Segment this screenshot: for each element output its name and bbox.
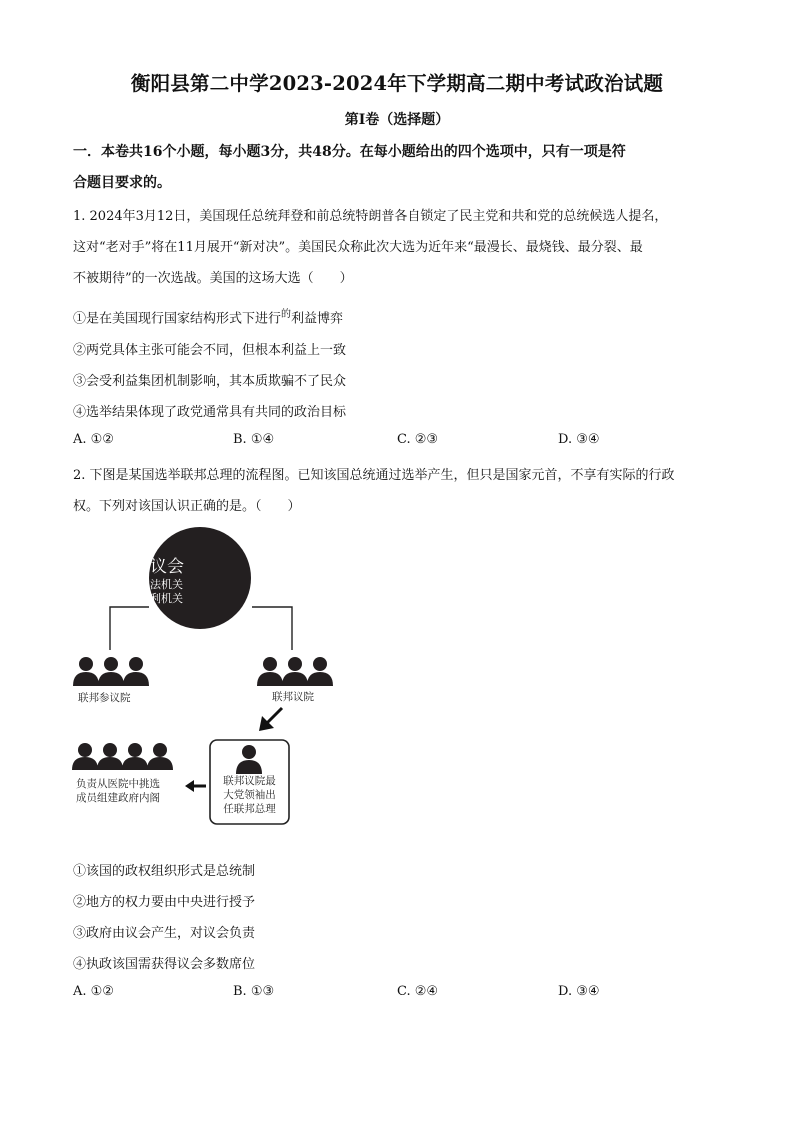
chancellor-box-line2: 大党领袖出 — [223, 789, 276, 801]
exam-title: 衡阳县第二中学2023-2024年下学期高二期中考试政治试题 — [130, 72, 664, 95]
arrow-left-icon — [185, 780, 206, 792]
q1-option-d[interactable]: D. ③④ — [558, 432, 600, 447]
q2-option-a[interactable]: A. ①② — [73, 984, 114, 999]
senate-label: 联邦参议院 — [78, 692, 131, 704]
q1-statement-2: ②两党具体主张可能会不同，但根本利益上一致 — [73, 343, 347, 358]
connector-left — [110, 607, 149, 650]
circle-title: 联邦议会 — [116, 557, 184, 577]
q1-option-a[interactable]: A. ①② — [73, 432, 114, 447]
cabinet-label-2: 成员组建政府内阁 — [76, 792, 160, 804]
q2-statement-2: ②地方的权力要由中央进行授予 — [73, 895, 256, 910]
q1-stem-line2: 这对“老对手”将在11月展开“新对决”。美国民众称此次大选为近年来“最漫长、最烧钱、最分裂、最 — [73, 240, 643, 255]
q1-statement-4: ④选举结果体现了政党通常具有共同的政治目标 — [73, 405, 347, 420]
connector-right — [252, 607, 292, 650]
q1-stem-line1: 1. 2024年3月12日，美国现任总统拜登和前总统特朗普各自锁定了民主党和共和党的总统候选人提名， — [73, 209, 668, 224]
chancellor-box-line3: 任联邦总理 — [223, 803, 276, 815]
q1-option-b[interactable]: B. ①④ — [233, 432, 275, 447]
q2-option-b[interactable]: B. ①③ — [233, 984, 275, 999]
section-intro-line2: 合题目要求的。 — [73, 175, 171, 191]
circle-subtitle-1: 最高立法机关 — [117, 578, 183, 591]
q1-stem-line3: 不被期待”的一次选战。美国的这场大选（ ） — [73, 271, 353, 286]
q1-option-c[interactable]: C. ②③ — [397, 432, 439, 447]
q2-option-c[interactable]: C. ②④ — [397, 984, 439, 999]
q2-statement-3: ③政府由议会产生，对议会负责 — [73, 926, 256, 941]
q2-stem-line2: 权。下列对该国认识正确的是。（ ） — [73, 499, 301, 514]
circle-subtitle-2: 最高权利机关 — [117, 592, 183, 605]
bundestag-label: 联邦议院 — [272, 691, 314, 703]
section-subtitle: 第I卷（选择题） — [344, 112, 450, 128]
senate-people-icon — [73, 657, 149, 686]
q2-stem-line1: 2. 下图是某国选举联邦总理的流程图。已知该国总统通过选举产生，但只是国家元首，不享有实际的行政 — [73, 468, 675, 483]
q2-statement-4: ④执政该国需获得议会多数席位 — [73, 957, 256, 972]
q1-statement-1: ①是在美国现行国家结构形式下进行$^的$利益博弈 — [73, 309, 344, 327]
chancellor-box-line1: 联邦议院最 — [223, 775, 276, 787]
q1-statement-3: ③会受利益集团机制影响，其本质欺骗不了民众 — [73, 374, 347, 389]
q2-statement-1: ①该国的政权组织形式是总统制 — [73, 864, 256, 879]
section-intro-line1: 一．本卷共16个小题，每小题3分，共48分。在每小题给出的四个选项中，只有一项是符 — [73, 144, 626, 160]
cabinet-label-1: 负责从医院中挑选 — [76, 778, 160, 790]
arrow-down-left-icon — [259, 708, 282, 731]
bundestag-people-icon — [257, 657, 333, 686]
cabinet-people-icon — [72, 743, 173, 770]
q2-option-d[interactable]: D. ③④ — [558, 984, 600, 999]
